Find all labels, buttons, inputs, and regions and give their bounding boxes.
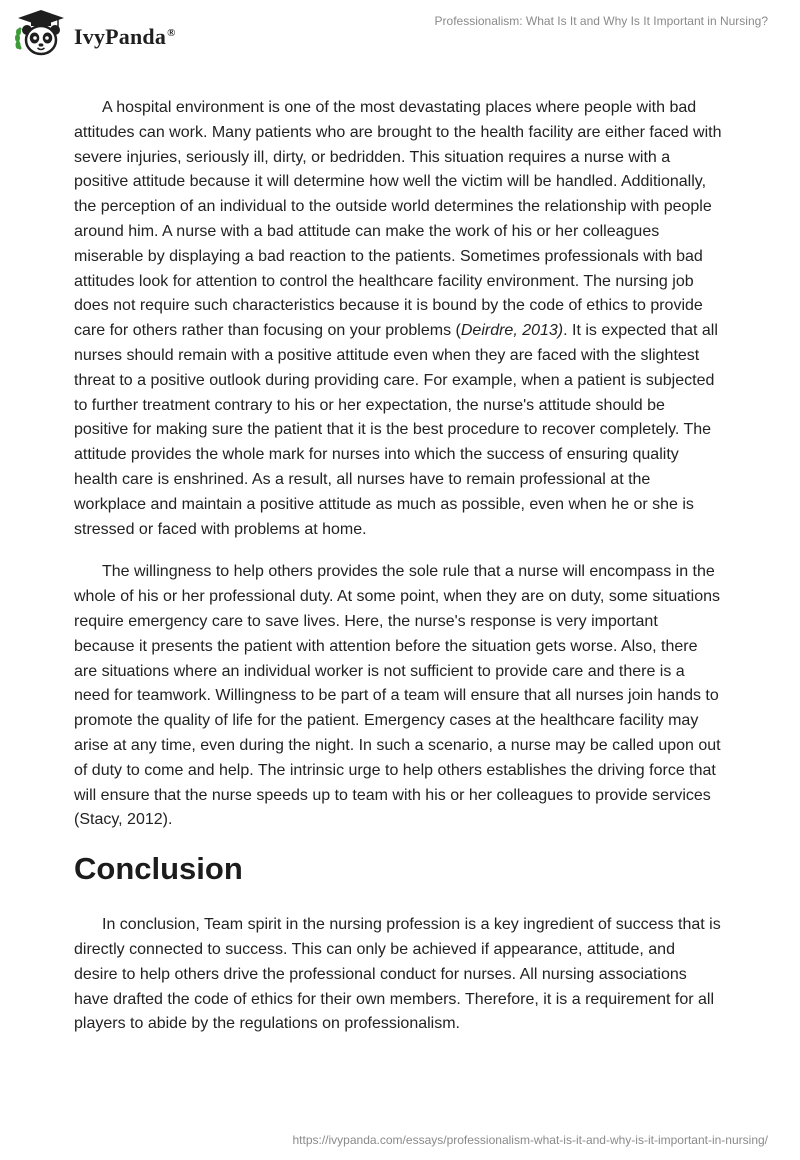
brand-name-text: IvyPanda bbox=[74, 24, 167, 49]
paragraph-attitude-text-end: . It is expected that all nurses should remain with a positive attitude even when they are faced with the slightest threat to a positive outlook during providing care. For example, when a patient is subjected to further treatment contrary to his or her expectation, the nurse's attitude should be positive for making sure the patient that it is the best procedure to recover completely. The attitude provides the whole mark for nurses into which the success of ensuring quality health care is enshrined. As a result, all nurses have to remain professional at the workplace and maintain a positive attitude as much as possible, even when he or she is stressed or faced with problems at home. bbox=[74, 322, 718, 538]
page-header bbox=[0, 0, 800, 70]
paragraph-attitude-text-start: A hospital environment is one of the most devastating places where people with bad attitudes can work. Many patients who are brought to the health facility are either faced with severe injuries, seriously ill, dirty, or bedridden. This situation requires a nurse with a positive attitude because it will determine how well the victim will be handled. Additionally, the perception of an individual to the outside world determines the relationship with people around him. A nurse with a bad attitude can make the work of his or her colleagues miserable by displaying a bad reaction to the patients. Sometimes professionals with bad attitudes look for attention to control the healthcare facility environment. The nursing job does not require such characteristics because it is bound by the code of ethics to provide care for others rather than focusing on your problems ( bbox=[74, 99, 722, 340]
brand-logo[interactable] bbox=[14, 8, 176, 58]
paragraph-conclusion: In conclusion, Team spirit in the nursing profession is a key ingredient of success that is directly connected to success. This can only be achieved if appearance, attitude, and desire to help others drive the professional conduct for nurses. All nursing associations have drafted the code of ethics for their own members. Therefore, it is a requirement for all players to abide by the regulations on professionalism. bbox=[74, 916, 721, 1033]
source-url[interactable]: https://ivypanda.com/essays/professionalism-what-is-it-and-why-is-it-important-in-nursing/ bbox=[292, 1133, 768, 1147]
citation-deirdre: Deirdre, 2013) bbox=[460, 322, 564, 340]
registered-mark: ® bbox=[167, 26, 176, 39]
document-title: Professionalism: What Is It and Why Is It Important in Nursing? bbox=[434, 14, 768, 28]
essay-content bbox=[74, 96, 722, 1055]
conclusion-heading: Conclusion bbox=[74, 851, 243, 887]
paragraph-attitude bbox=[74, 96, 722, 542]
panda-graduate-icon bbox=[14, 8, 68, 58]
paragraph-willingness: The willingness to help others provides the sole rule that a nurse will encompass in the whole of his or her professional duty. At some point, when they are on duty, some situations require emergency care to save lives. Here, the nurse's response is very important because it presents the patient with attention before the situation gets worse. Also, there are situations where an individual worker is not sufficient to provide care and there is a need for teamwork. Willingness to be part of a team will ensure that all nurses join hands to promote the quality of life for the patient. Emergency cases at the healthcare facility may arise at any time, even during the night. In such a scenario, a nurse may be called upon out of duty to come and help. The intrinsic urge to help others establishes the driving force that will ensure that the nurse speeds up to team with his or her colleagues to provide services (Stacy, 2012). bbox=[74, 563, 721, 829]
brand-name bbox=[74, 24, 176, 50]
